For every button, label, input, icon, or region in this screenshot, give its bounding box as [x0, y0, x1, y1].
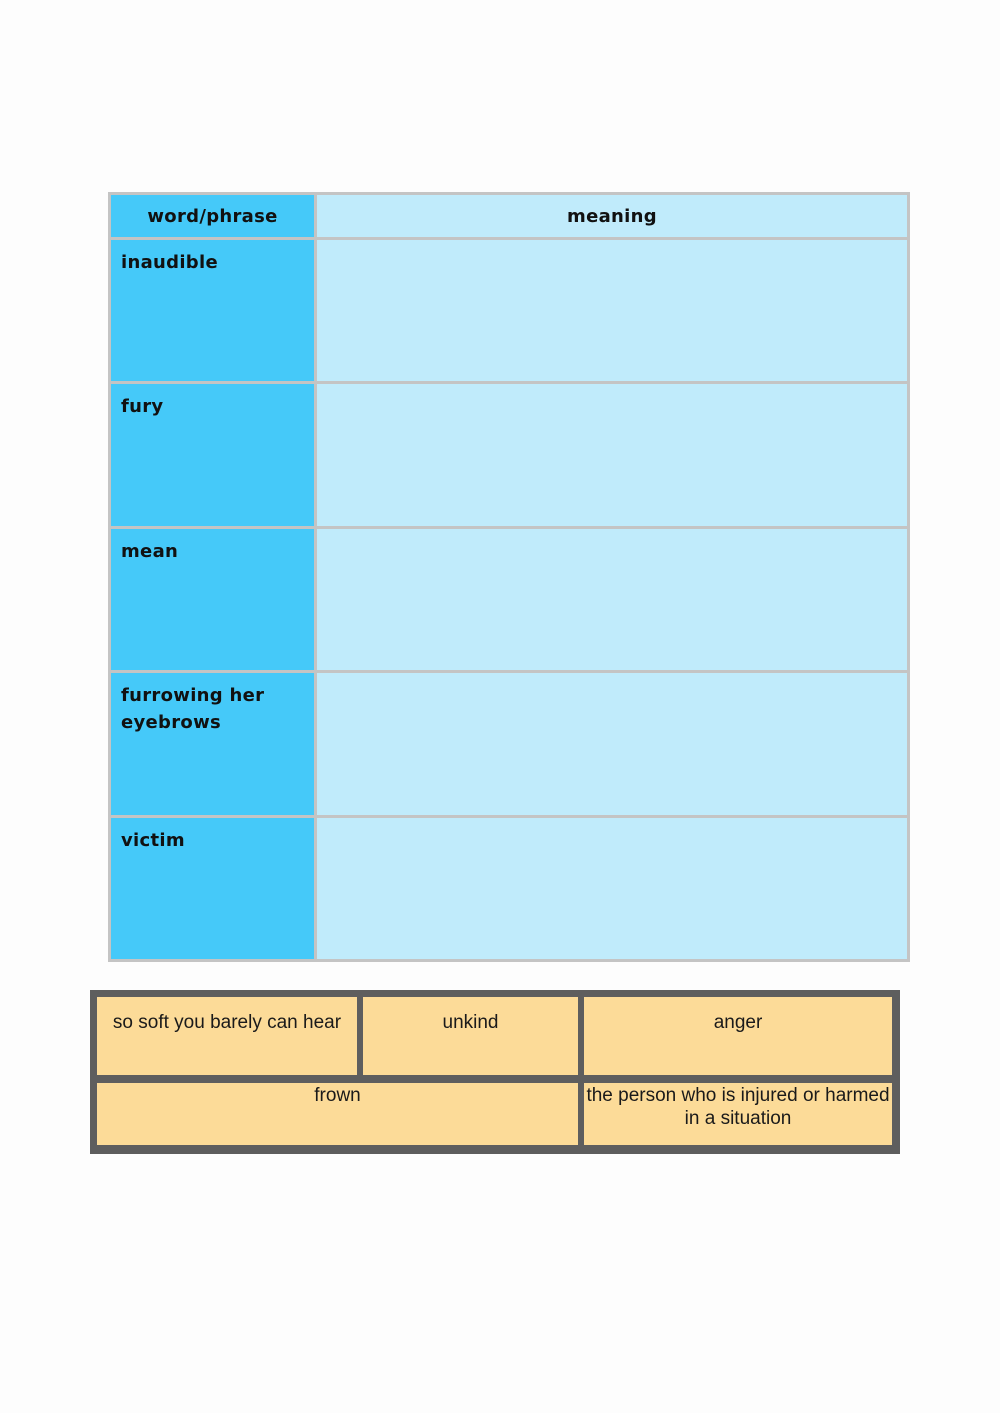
answer-tile-unkind[interactable]: unkind	[363, 997, 578, 1075]
word-label: furrowing her eyebrows	[121, 685, 265, 734]
word-label: inaudible	[121, 252, 218, 273]
table-row	[110, 383, 909, 527]
meaning-drop-zone[interactable]	[316, 816, 909, 960]
answer-tile-frown[interactable]: frown	[97, 1083, 578, 1145]
meaning-drop-zone[interactable]	[316, 383, 909, 527]
table-row	[110, 816, 909, 960]
table-row	[110, 239, 909, 383]
word-cell	[110, 672, 316, 816]
vocabulary-table	[108, 192, 910, 962]
answer-tile-so-soft[interactable]: so soft you barely can hear	[97, 997, 357, 1075]
word-cell	[110, 816, 316, 960]
answer-bank	[90, 990, 900, 1154]
meaning-drop-zone[interactable]	[316, 527, 909, 671]
table-header-row	[110, 194, 909, 239]
meaning-drop-zone[interactable]	[316, 672, 909, 816]
table-row	[110, 527, 909, 671]
answer-tile-victim-definition[interactable]: the person who is injured or harmed in a situation	[584, 1083, 892, 1145]
table-row	[110, 672, 909, 816]
meaning-header: meaning	[316, 194, 909, 239]
word-cell	[110, 383, 316, 527]
word-label: mean	[121, 540, 179, 562]
answer-tile-anger[interactable]: anger	[584, 997, 892, 1075]
word-phrase-header: word/phrase	[110, 194, 316, 239]
word-cell	[110, 527, 316, 671]
word-label: fury	[121, 396, 164, 418]
meaning-drop-zone[interactable]	[316, 239, 909, 383]
word-cell	[110, 239, 316, 383]
word-label: victim	[121, 829, 185, 851]
